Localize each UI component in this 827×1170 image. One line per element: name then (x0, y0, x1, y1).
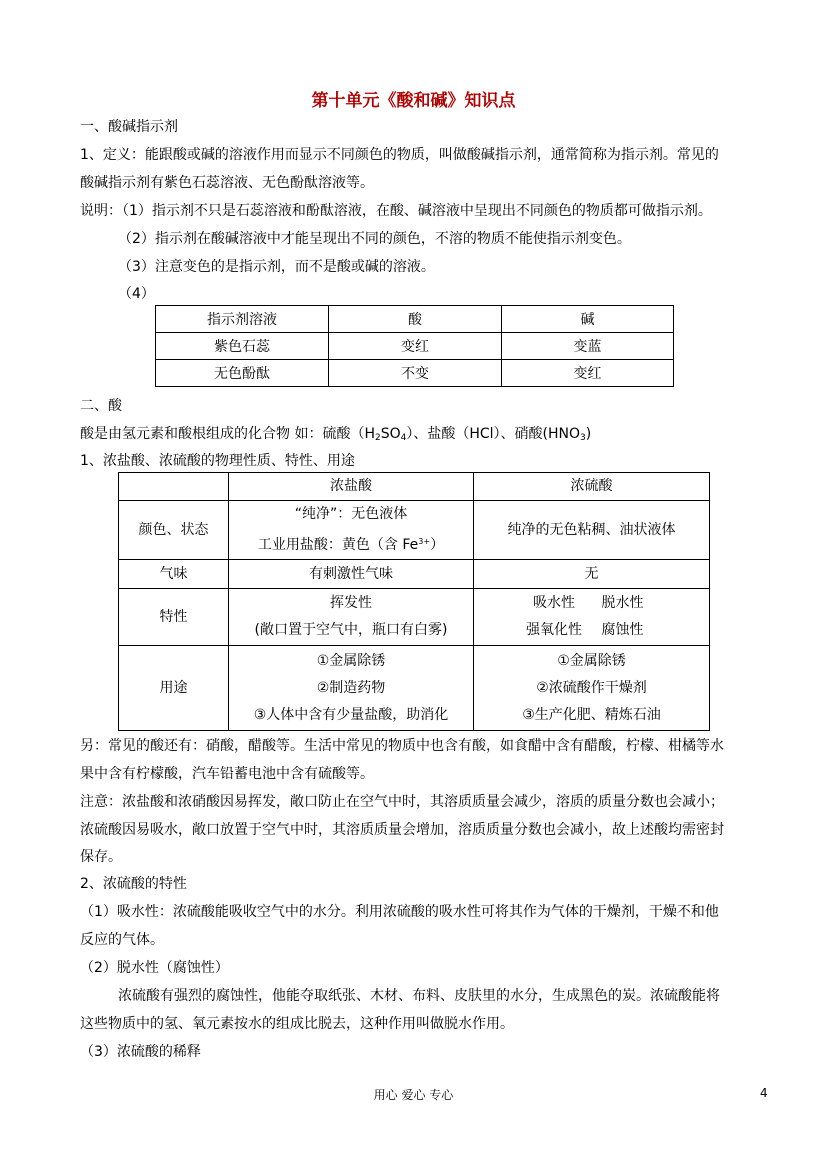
table-cell: 特性 (119, 589, 229, 646)
cell-line: (敞口置于空气中，瓶口有白雾) (254, 622, 448, 638)
note-3: （3）注意变色的是指示剂，而不是酸或碱的溶液。 (118, 259, 435, 275)
note-1: 说明：（1）指示剂不只是石蕊溶液和酚酞溶液，在酸、碱溶液中呈现出不同颜色的物质都可做指示剂。 (80, 203, 712, 219)
other-acids-line-1: 另：常见的酸还有：硝酸，醋酸等。生活中常见的物质中也含有酸，如食醋中含有醋酸，柠檬、柑橘等水 (80, 738, 724, 754)
table-cell (229, 646, 474, 731)
table-cell: 颜色、状态 (119, 501, 229, 560)
page-title: 第十单元《酸和碱》知识点 (311, 91, 516, 111)
dehydration-line-1: 浓硫酸有强烈的腐蚀性，他能夺取纸张、木材、布料、皮肤里的水分，生成黑色的炭。浓硫酸能将 (118, 988, 720, 1004)
absorb-line-1: （1）吸水性：浓硫酸能吸收空气中的水分。利用浓硫酸的吸水性可将其作为气体的干燥剂，干燥不和他 (80, 904, 719, 920)
item-2-heading: 2、浓硫酸的特性 (80, 876, 187, 892)
cell-line: 强氧化性 腐蚀性 (526, 622, 644, 638)
table-cell: 有刺激性气味 (229, 560, 474, 589)
table-cell: 紫色石蕊 (156, 333, 329, 360)
table-header-cell: 指示剂溶液 (156, 306, 329, 333)
note-4: （4） (118, 286, 155, 302)
acid-properties-table (118, 472, 710, 731)
item-1-heading: 1、浓盐酸、浓硫酸的物理性质、特性、用途 (80, 453, 355, 469)
caution-line-2: 浓硫酸因易吸水，敞口放置于空气中时，其溶质质量会增加，溶质质量分数也会减小，故上述酸均需密封 (80, 822, 724, 838)
definition-line-2: 酸碱指示剂有紫色石蕊溶液、无色酚酞溶液等。 (80, 175, 374, 191)
table-cell: 变蓝 (502, 333, 674, 360)
table-cell: 纯净的无色粘稠、油状液体 (474, 501, 710, 560)
other-acids-line-2: 果中含有柠檬酸，汽车铅蓄电池中含有硫酸等。 (80, 766, 374, 782)
table-cell (229, 589, 474, 646)
dehydration-heading: （2）脱水性（腐蚀性） (80, 960, 229, 976)
cell-line: 挥发性 (330, 595, 372, 611)
table-cell: 变红 (502, 360, 674, 387)
table-cell: 用途 (119, 646, 229, 731)
table-cell: 无 (474, 560, 710, 589)
indicator-table (155, 305, 674, 387)
table-row (119, 501, 710, 560)
dehydration-line-2: 这些物质中的氢、氧元素按水的组成比脱去，这种作用叫做脱水作用。 (80, 1016, 514, 1032)
table-cell: 不变 (329, 360, 502, 387)
note-2: （2）指示剂在酸碱溶液中才能呈现出不同的颜色，不溶的物质不能使指示剂变色。 (118, 231, 631, 247)
cell-line: ①金属除锈 (316, 652, 386, 669)
dilution-heading: （3）浓硫酸的稀释 (80, 1044, 201, 1060)
cell-line: ③生产化肥、精炼石油 (522, 706, 661, 723)
table-cell: 气味 (119, 560, 229, 589)
section-heading-acid: 二、酸 (80, 398, 122, 414)
table-cell: 变红 (329, 333, 502, 360)
cell-line: ②制造药物 (316, 679, 386, 696)
acid-definition: 酸是由氢元素和酸根组成的化合物 如：硫酸$(H_2SO_4)$、盐酸（HCl）、硝酸$(HNO_3)$ (80, 426, 592, 443)
caution-line-3: 保存。 (80, 849, 122, 865)
cell-line: 工业用盐酸：黄色（含 $Fe^{3+}$） (257, 537, 445, 553)
table-header-cell: 酸 (329, 306, 502, 333)
cell-line: ②浓硫酸作干燥剂 (536, 679, 647, 696)
section-heading-indicators: 一、酸碱指示剂 (80, 119, 178, 135)
table-cell-empty (119, 473, 229, 501)
table-row (119, 473, 710, 501)
caution-line-1: 注意：浓盐酸和浓硝酸因易挥发，敞口防止在空气中时，其溶质质量会减少，溶质的质量分数也会减小； (80, 794, 724, 810)
table-header-cell: 碱 (502, 306, 674, 333)
table-row (156, 333, 674, 360)
absorb-line-2: 反应的气体。 (80, 932, 164, 948)
cell-line: ①金属除锈 (557, 652, 626, 669)
table-header-cell: 浓硫酸 (474, 473, 710, 501)
table-row (119, 646, 710, 731)
table-cell: 无色酚酞 (156, 360, 329, 387)
table-row (119, 589, 710, 646)
page-footer: 用心 爱心 专心 (373, 1088, 454, 1102)
page-number: 4 (760, 1086, 768, 1100)
table-cell (474, 589, 710, 646)
cell-line: “纯净”：无色液体 (294, 506, 408, 522)
table-cell (229, 501, 474, 560)
table-cell (474, 646, 710, 731)
table-row (156, 360, 674, 387)
cell-line: 吸水性 脱水性 (533, 595, 644, 611)
table-row (156, 306, 674, 333)
definition-line-1: 1、定义：能跟酸或碱的溶液作用而显示不同颜色的物质，叫做酸碱指示剂，通常简称为指示剂。常见的 (80, 147, 719, 163)
cell-line: ③人体中含有少量盐酸，助消化 (253, 706, 449, 723)
table-row (119, 560, 710, 589)
table-header-cell: 浓盐酸 (229, 473, 474, 501)
